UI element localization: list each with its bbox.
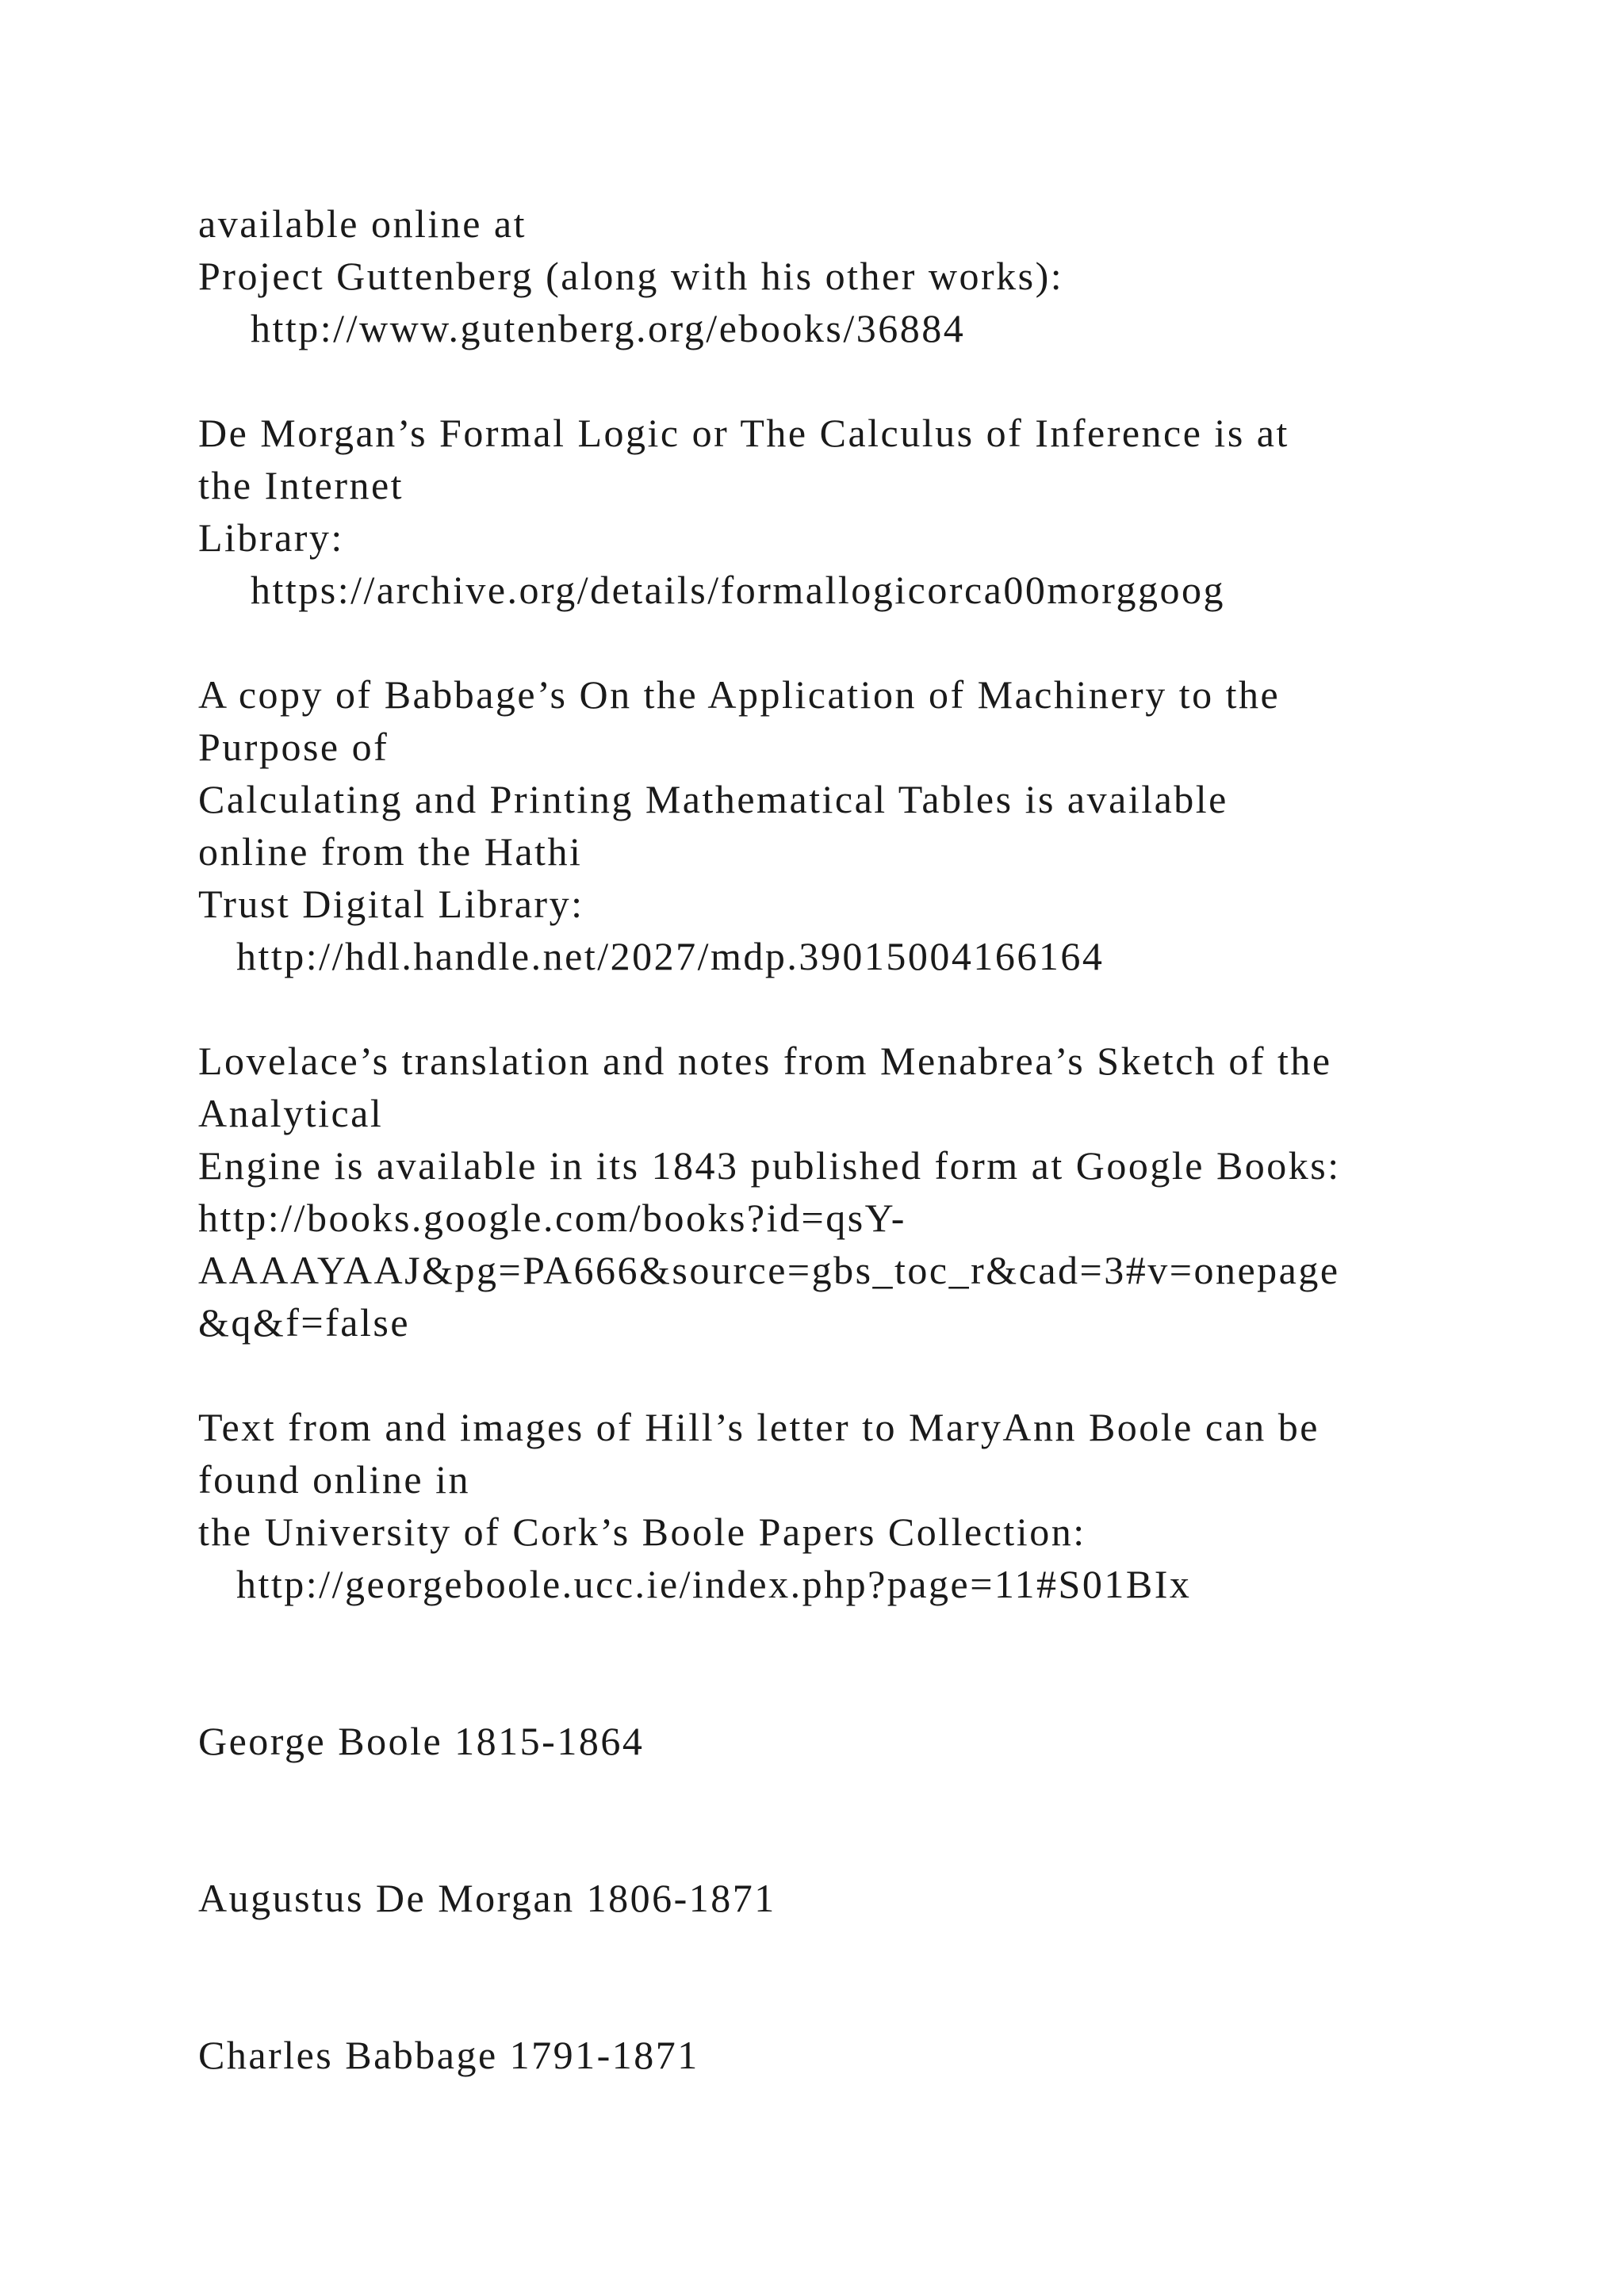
boole-papers-link[interactable]: http://georgeboole.ucc.ie/index.php?page=11#S01BIx bbox=[236, 1562, 1192, 1606]
text-line: Library: bbox=[198, 515, 344, 560]
text-line: found online in bbox=[198, 1457, 471, 1502]
hathi-link[interactable]: http://hdl.handle.net/2027/mdp.39015004166164 bbox=[236, 934, 1105, 978]
text-line: Calculating and Printing Mathematical Tables is available bbox=[198, 777, 1228, 821]
heading-augustus-de-morgan: Augustus De Morgan 1806-1871 bbox=[198, 1876, 776, 1920]
text-line: A copy of Babbage’s On the Application of Machinery to the bbox=[198, 672, 1281, 717]
text-line: online from the Hathi bbox=[198, 829, 583, 874]
heading-george-boole: George Boole 1815-1864 bbox=[198, 1719, 645, 1763]
text-line: Analytical bbox=[198, 1091, 384, 1135]
google-books-link[interactable]: http://books.google.com/books?id=qsY- bbox=[198, 1196, 906, 1240]
archive-link[interactable]: https://archive.org/details/formallogicorca00morggoog bbox=[251, 568, 1226, 612]
heading-charles-babbage: Charles Babbage 1791-1871 bbox=[198, 2033, 699, 2077]
text-line: Text from and images of Hill’s letter to MaryAnn Boole can be bbox=[198, 1405, 1320, 1449]
text-line: the University of Cork’s Boole Papers Collection: bbox=[198, 1510, 1086, 1554]
text-line: Purpose of bbox=[198, 725, 389, 769]
google-books-link-end[interactable]: &q&f=false bbox=[198, 1300, 411, 1345]
google-books-link-continued[interactable]: AAAAYAAJ&pg=PA666&source=gbs_toc_r&cad=3#v=onepage bbox=[198, 1248, 1340, 1292]
text-line: Project Guttenberg (along with his other works): bbox=[198, 254, 1064, 298]
gutenberg-link[interactable]: http://www.gutenberg.org/ebooks/36884 bbox=[251, 306, 966, 350]
text-line: Lovelace’s translation and notes from Menabrea’s Sketch of the bbox=[198, 1039, 1332, 1083]
text-line: available online at bbox=[198, 201, 527, 246]
text-line: the Internet bbox=[198, 463, 404, 507]
text-line: De Morgan’s Formal Logic or The Calculus of Inference is at bbox=[198, 411, 1289, 455]
text-line: Engine is available in its 1843 published form at Google Books: bbox=[198, 1143, 1341, 1188]
text-line: Trust Digital Library: bbox=[198, 882, 584, 926]
